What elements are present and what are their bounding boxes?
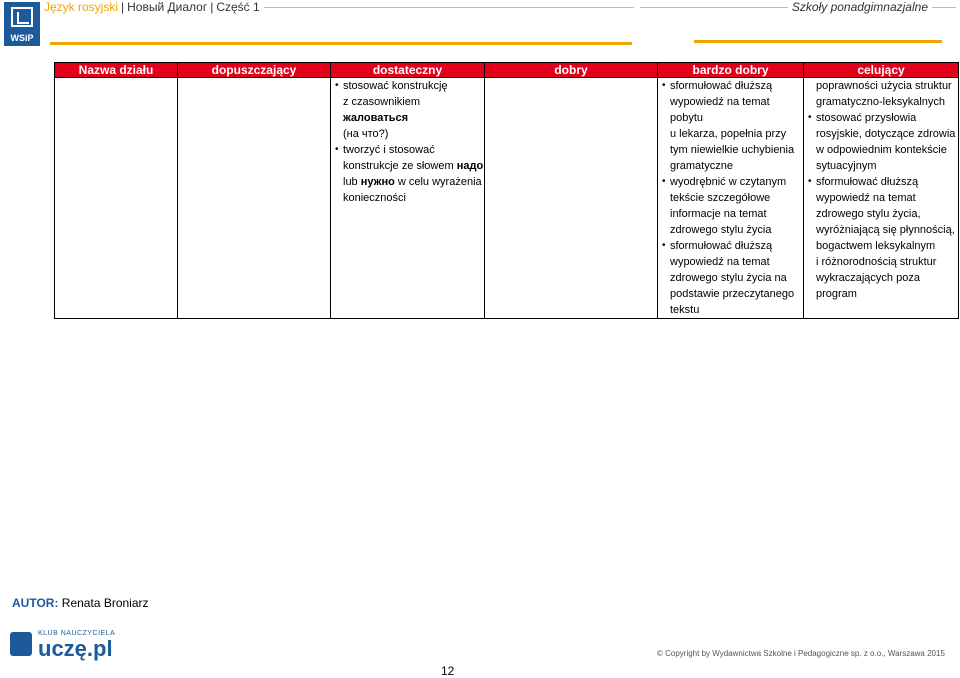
text-line	[808, 158, 958, 174]
header-separator: |	[121, 0, 125, 14]
header-school: Szkoły ponadgimnazjalne	[788, 0, 932, 14]
bullet-item	[335, 142, 484, 158]
text-fragment: bogactwem leksykalnym	[816, 240, 936, 252]
author-name: Renata Broniarz	[61, 596, 149, 610]
column-header-dostateczny: dostateczny	[331, 63, 485, 78]
text-fragment: zdrowego stylu życia	[670, 224, 772, 236]
text-fragment: zdrowego stylu życia,	[816, 208, 921, 220]
text-fragment: w odpowiednim kontekście	[816, 144, 947, 156]
text-line	[662, 190, 803, 206]
bullet-item	[808, 174, 958, 190]
bullet-item	[662, 238, 803, 254]
bullet-item	[335, 78, 484, 94]
header-separator: |	[210, 0, 214, 14]
bullet-item	[808, 110, 958, 126]
text-fragment: tekście szczegółowe	[670, 192, 771, 204]
wsip-logo-text: WSiP	[10, 33, 34, 43]
text-line	[808, 94, 958, 110]
author-label: AUTOR:	[12, 596, 59, 610]
text-fragment: wykraczających poza program	[816, 272, 920, 300]
text-line	[662, 206, 803, 222]
text-fragment: wyróżniającą się płynnością,	[816, 224, 955, 236]
cell-bardzo-dobry	[658, 78, 804, 319]
text-line	[662, 158, 803, 174]
text-line	[808, 142, 958, 158]
bold-term: жаловаться	[343, 112, 409, 124]
text-line	[808, 270, 958, 302]
text-fragment: u lekarza, popełnia przy	[670, 128, 787, 140]
text-fragment: wypowiedź na temat	[670, 256, 770, 268]
text-fragment: sformułować dłuższą	[670, 240, 773, 252]
text-line	[662, 222, 803, 238]
text-fragment: sformułować dłuższą	[670, 80, 773, 92]
text-fragment: sytuacyjnym	[816, 160, 877, 172]
table-header-row	[55, 63, 959, 78]
text-line	[335, 174, 484, 190]
page-number: 12	[441, 664, 455, 678]
text-fragment: stosować przysłowia	[816, 112, 917, 124]
text-fragment: rosyjskie, dotyczące zdrowia	[816, 128, 956, 140]
ucze-logo	[10, 628, 120, 662]
text-line	[808, 238, 958, 254]
column-header-bardzo-dobry: bardzo dobry	[658, 63, 804, 78]
text-fragment: (на что?)	[343, 128, 389, 140]
text-fragment: wypowiedź na temat pobytu	[670, 96, 770, 124]
column-header-dobry: dobry	[485, 63, 658, 78]
table-row	[55, 78, 959, 319]
text-line	[808, 190, 958, 206]
text-fragment: wypowiedź na temat	[816, 192, 916, 204]
bullet-item	[662, 174, 803, 190]
text-line	[662, 270, 803, 286]
cell-dobry	[485, 78, 658, 319]
text-fragment: tekstu	[670, 304, 700, 316]
text-fragment: stosować konstrukcję	[343, 80, 448, 92]
ucze-logo-mark	[10, 632, 32, 656]
header-accent-bar	[50, 42, 632, 45]
text-line	[662, 302, 803, 318]
text-fragment: konieczności	[343, 192, 406, 204]
copyright-notice: © Copyright by Wydawnictwa Szkolne i Pedagogiczne sp. z o.o., Warszawa 2015	[657, 649, 945, 658]
text-line	[662, 94, 803, 126]
text-fragment: sformułować dłuższą	[816, 176, 919, 188]
column-header-celujacy: celujący	[804, 63, 959, 78]
column-header-nazwa: Nazwa działu	[55, 63, 178, 78]
wsip-logo	[4, 2, 40, 46]
text-fragment: lub	[343, 176, 361, 188]
text-line	[662, 142, 803, 158]
ucze-logo-text: uczę.pl	[38, 636, 113, 661]
text-fragment: poprawności użycia struktur	[816, 80, 952, 92]
text-line	[662, 254, 803, 270]
text-line	[335, 126, 484, 142]
text-fragment: gramatyczne	[670, 160, 733, 172]
bullet-item	[662, 78, 803, 94]
column-header-dopuszczajacy: dopuszczający	[178, 63, 331, 78]
text-fragment: tym niewielkie uchybienia	[670, 144, 795, 156]
bold-term: надо	[456, 160, 484, 172]
text-fragment: podstawie przeczytanego	[670, 288, 795, 300]
text-line	[662, 126, 803, 142]
text-fragment: tworzyć i stosować	[343, 144, 435, 156]
cell-dostateczny	[331, 78, 485, 319]
header-part: Część 1	[216, 0, 260, 14]
text-fragment: informacje na temat	[670, 208, 767, 220]
text-fragment: konstrukcje ze słowem	[343, 160, 457, 172]
text-line	[808, 254, 958, 270]
text-line	[808, 78, 958, 94]
header-subject: Język rosyjski	[44, 0, 119, 14]
text-line	[662, 286, 803, 302]
cell-dopuszczajacy	[178, 78, 331, 319]
text-line	[808, 126, 958, 142]
text-line	[335, 158, 484, 174]
header-title	[44, 0, 264, 14]
cell-celujacy	[804, 78, 959, 319]
header-course: Новый Диалог	[127, 0, 208, 14]
text-fragment: gramatyczno-leksykalnych	[816, 96, 945, 108]
author-line	[12, 596, 149, 610]
bold-term: нужно	[360, 176, 395, 188]
text-fragment: zdrowego stylu życia na	[670, 272, 787, 284]
text-line	[808, 206, 958, 222]
text-fragment: wyodrębnić w czytanym	[670, 176, 787, 188]
grading-table	[54, 62, 959, 319]
text-fragment: w celu wyrażenia	[394, 176, 482, 188]
text-line	[808, 222, 958, 238]
cell-nazwa	[55, 78, 178, 319]
text-line	[335, 190, 484, 206]
header-accent-bar-right	[694, 40, 942, 43]
text-fragment: i różnorodnością struktur	[816, 256, 937, 268]
text-fragment: z czasownikiem	[343, 96, 421, 108]
text-line	[335, 94, 484, 126]
wsip-logo-mark	[11, 7, 33, 27]
ucze-logo-caption: KLUB NAUCZYCIELA	[38, 630, 116, 637]
